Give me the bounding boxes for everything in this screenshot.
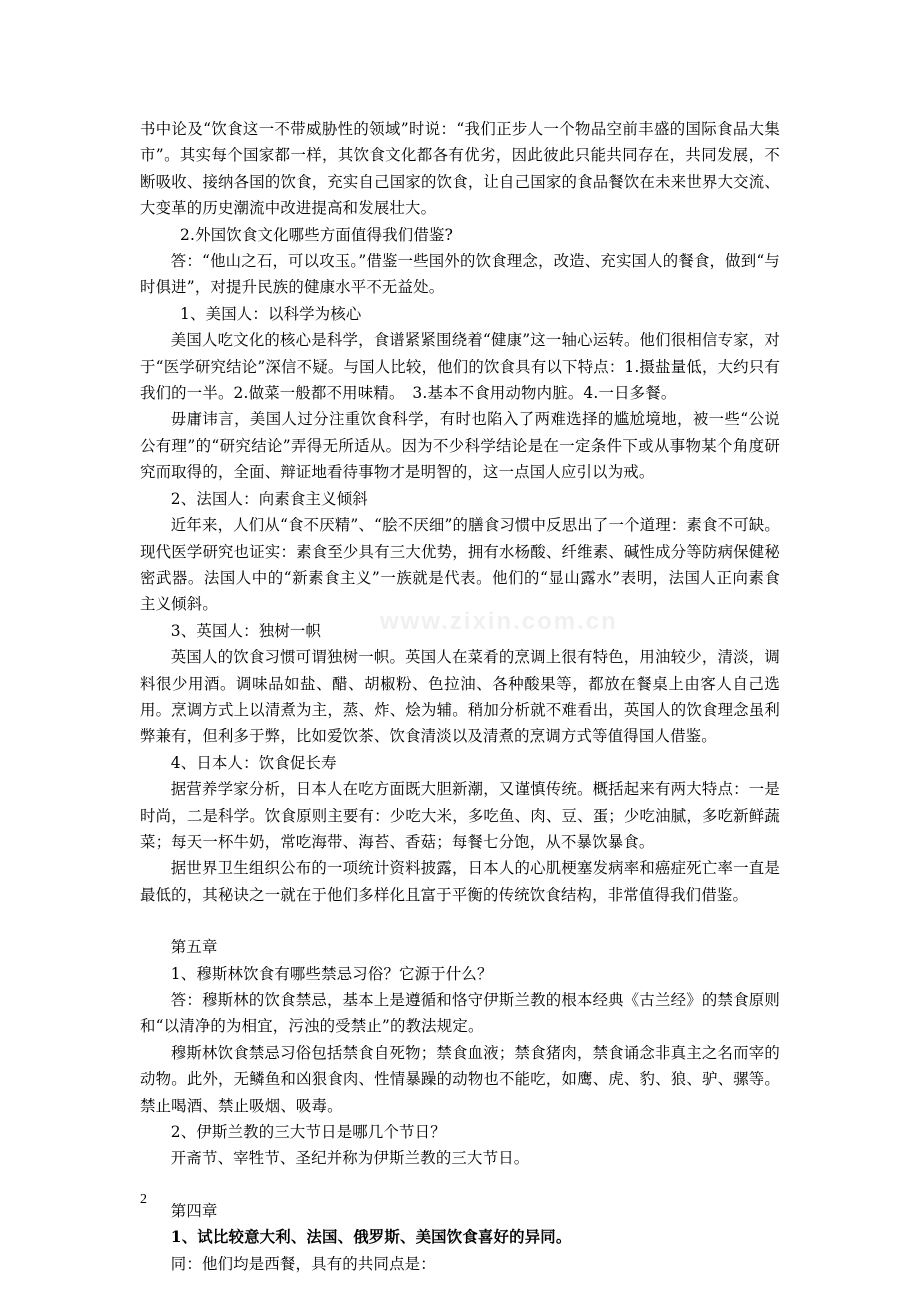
chapter-five-answer-1: 答：穆斯林的饮食禁忌，基本上是遵循和恪守伊斯兰教的根本经典《古兰经》的禁食原则和“以清净的为相宜，污浊的受禁止”的教法规定。 (140, 991, 780, 1036)
paragraph-usa-caution: 毋庸讳言，美国人过分注重饮食科学，有时也陷入了两难选择的尴尬境地，被一些“公说公有理”的“研究结论”弄得无所适从。因为不少科学结论是在一定条件下或从事物某个角度研究而取得的，全面、辩证地看待事物才是明智的，这一点国人应引以为戒。 (140, 410, 780, 482)
watermark: www.zixin.com.cn (380, 608, 618, 635)
chapter-five-question-1: 1、穆斯林饮食有哪些禁忌习俗？它源于什么？ (170, 964, 493, 983)
chapter-five-answer-2: 开斋节、宰牲节、圣纪并称为伊斯兰教的三大节日。 (170, 1149, 530, 1168)
chapter-five-question-2: 2、伊斯兰教的三大节日是哪几个节日？ (170, 1123, 446, 1142)
chapter-five-heading: 第五章 (170, 938, 218, 957)
spacer (140, 908, 780, 934)
page-number: 2 (140, 1192, 147, 1207)
chapter-four-answer-start: 同：他们均是西餐，具有的共同点是： (170, 1254, 436, 1273)
paragraph-france: 近年来，人们从“食不厌精”、“脍不厌细”的膳食习惯中反思出了一个道理：素食不可缺。现代医学研究也证实：素食至少具有三大优势，拥有水杨酸、纤维素、碱性成分等防病保健秘密武器。法国人中的“新素食主义”一族就是代表。他们的“显山露水”表明，法国人正向素食主义倾斜。 (140, 516, 780, 614)
paragraph-intro: 书中论及“饮食这一不带威胁性的领域”时说：“我们正步人一个物品空前丰盛的国际食品大集市”。其实每个国家都一样，其饮食文化都各有优劣，因此彼此只能共同存在，共同发展，不断吸收、接纳各国的饮食，充实自己国家的饮食，让自己国家的食品餐饮在未来世界大交流、大变革的历史潮流中改进提高和发展壮大。 (140, 120, 780, 218)
chapter-four-heading: 第四章 (170, 1201, 218, 1220)
paragraph-japan: 据营养学家分析，日本人在吃方面既大胆新潮，又谨慎传统。概括起来有两大特点：一是时尚，二是科学。饮食原则主要有：少吃大米，多吃鱼、肉、豆、蛋；少吃油腻，多吃新鲜蔬菜；每天一杯牛奶，常吃海带、海苔、香菇；每餐七分饱，从不暴饮暴食。 (140, 780, 780, 851)
question-2-heading: 2.外国饮食文化哪些方面值得我们借鉴? (180, 225, 454, 244)
section-heading-france: 2、法国人：向素食主义倾斜 (170, 489, 368, 508)
paragraph-muslim-taboos: 穆斯林饮食禁忌习俗包括禁食自死物；禁食血液；禁食猪肉，禁食诵念非真主之名而宰的动物。此外，无鳞鱼和凶狠食肉、性情暴躁的动物也不能吃，如鹰、虎、豹、狼、驴、骡等。禁止喝酒、禁止吸烟、吸毒。 (140, 1043, 780, 1115)
paragraph-japan-who: 据世界卫生组织公布的一项统计资料披露，日本人的心肌梗塞发病率和癌症死亡率一直是最低的，其秘诀之一就在于他们多样化且富于平衡的传统饮食结构，非常值得我们借鉴。 (140, 859, 780, 904)
document-body (140, 116, 780, 1277)
spacer (140, 1172, 780, 1198)
section-heading-uk: 3、英国人：独树一帜 (170, 621, 322, 640)
paragraph-usa: 美国人吃文化的核心是科学，食谱紧紧围绕着“健康”这一轴心运转。他们很相信专家，对于“医学研究结论”深信不疑。与国人比较，他们的饮食具有以下特点：1.摄盐量低，大约只有我们的一半。2.做菜一般都不用味精。 3.基本不食用动物内脏。4.一日多餐。 (140, 331, 780, 403)
section-heading-usa: 1、美国人：以科学为核心 (180, 304, 362, 323)
paragraph-uk: 英国人的饮食习惯可谓独树一帜。英国人在菜肴的烹调上很有特色，用油较少，清淡，调料很少用酒。调味品如盐、醋、胡椒粉、色拉油、各种酸果等，都放在餐桌上由客人自己选用。烹调方式上以清煮为主，蒸、炸、烩为辅。稍加分析就不难看出，英国人的饮食理念虽利弊兼有，但利多于弊，比如爱饮茶、饮食清淡以及清煮的烹调方式等值得国人借鉴。 (140, 648, 780, 746)
answer-paragraph: 答：“他山之石，可以攻玉。”借鉴一些国外的饮食理念，改造、充实国人的餐食，做到“与时俱进”，对提升民族的健康水平不无益处。 (140, 252, 780, 297)
section-heading-japan: 4、日本人：饮食促长寿 (170, 753, 337, 772)
chapter-four-question-1: 1、试比较意大利、法国、俄罗斯、美国饮食喜好的异同。 (170, 1228, 572, 1247)
